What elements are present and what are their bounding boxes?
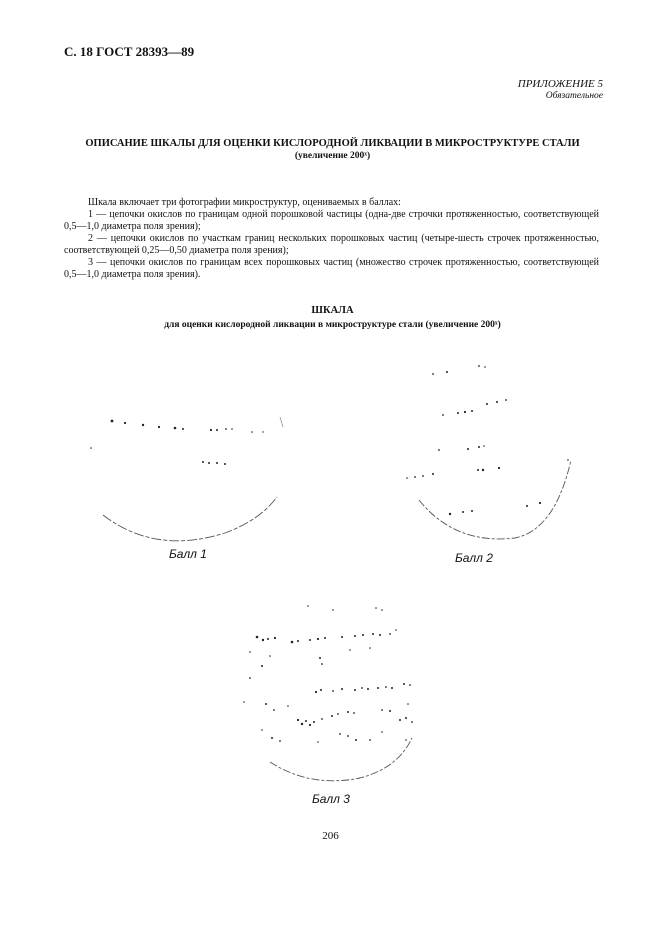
scale-subtitle: для оценки кислородной ликвации в микроструктуре стали (увеличение 200ˣ) xyxy=(164,320,501,330)
appendix-label xyxy=(518,78,603,102)
appendix-subtitle: Обязательное xyxy=(545,91,603,101)
page-header: С. 18 ГОСТ 28393—89 xyxy=(64,44,195,59)
grade-1-description: 1 — цепочки окислов по границам одной порошковой частицы (одна-две строчки протяженностью, соответствующей 0,5—1,0 диаметра поля зрения); xyxy=(64,209,599,232)
document-title-line1: ОПИСАНИЕ ШКАЛЫ ДЛЯ ОЦЕНКИ КИСЛОРОДНОЙ ЛИКВАЦИИ В МИКРОСТРУКТУРЕ СТАЛИ xyxy=(85,138,580,149)
micrograph-grade-1 xyxy=(85,405,295,545)
micrograph-grade-2-caption: Балл 2 xyxy=(455,551,493,565)
micrograph-grade-3-caption: Балл 3 xyxy=(312,792,350,806)
document-title-line2: (увеличение 200ˣ) xyxy=(294,151,371,161)
micrograph-grade-3 xyxy=(230,600,430,785)
grade-3-description: 3 — цепочки окислов по границам всех порошковых частиц (множество строчек протяженностью, соответствующей 0,5—1,0 диаметра поля зрения). xyxy=(64,257,599,280)
scale-title: ШКАЛА xyxy=(311,305,354,316)
micrograph-grade-1-caption: Балл 1 xyxy=(169,547,207,561)
page-number: 206 xyxy=(322,830,339,842)
scale-heading xyxy=(60,305,605,331)
appendix-title: ПРИЛОЖЕНИЕ 5 xyxy=(517,78,603,90)
intro-paragraph: Шкала включает три фотографии микроструктур, оцениваемых в баллах: xyxy=(88,197,401,208)
body-text xyxy=(64,197,599,281)
document-title xyxy=(60,138,605,162)
micrograph-grade-2 xyxy=(395,360,580,545)
grade-2-description: 2 — цепочки окислов по участкам границ нескольких порошковых частиц (четыре-шесть строчек протяженностью, соответствующей 0,25—0,50 диаметра поля зрения); xyxy=(64,233,599,256)
